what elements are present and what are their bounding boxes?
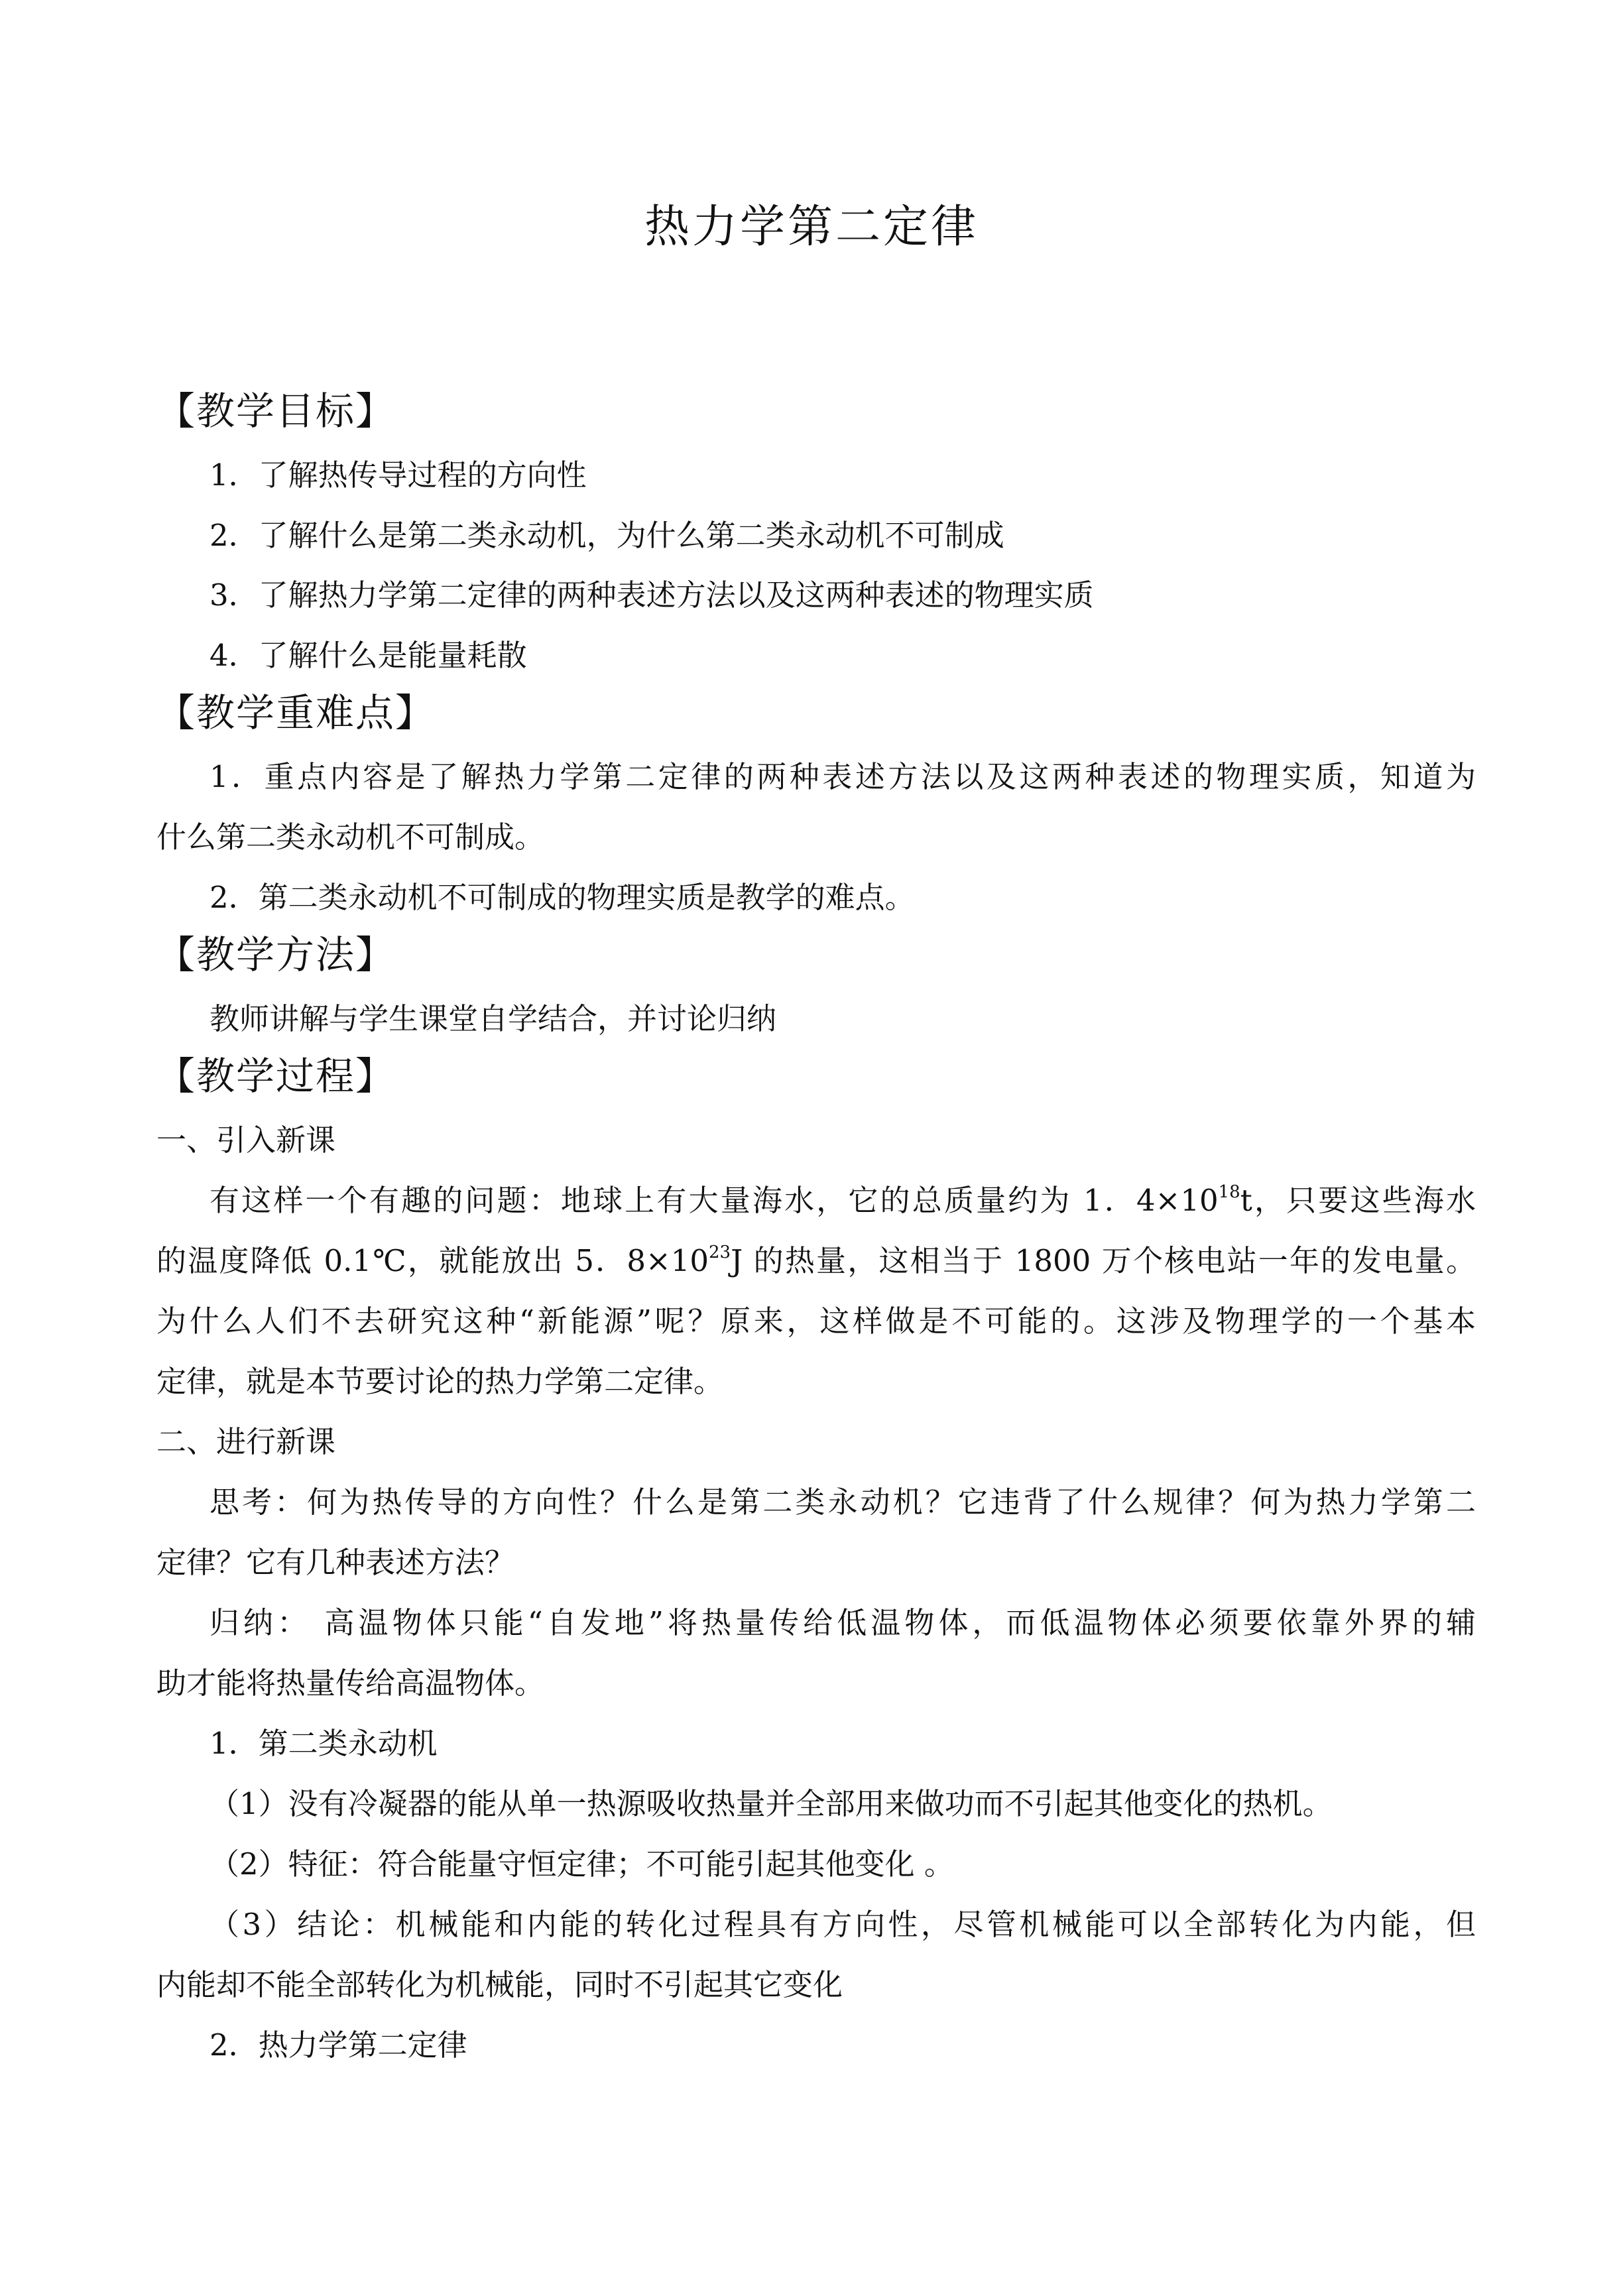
key-point-paragraph-line: 1．重点内容是了解热力学第二定律的两种表述方法以及这两种表述的物理实质，知道为 — [210, 759, 1476, 794]
key-point-paragraph-line: 什么第二类永动机不可制成。 — [156, 819, 545, 855]
objective-item: 2．了解什么是第二类永动机，为什么第二类永动机不可制成 — [210, 518, 1004, 553]
part-heading-intro: 一、引入新课 — [156, 1122, 336, 1158]
section-heading-objectives: 【教学目标】 — [156, 389, 396, 434]
exponent: 23 — [708, 1242, 731, 1262]
part-heading-new-lesson: 二、进行新课 — [156, 1424, 336, 1459]
exponent: 18 — [1218, 1182, 1240, 1202]
think-paragraph-line: 定律？它有几种表述方法？ — [156, 1545, 515, 1580]
section-heading-key-points: 【教学重难点】 — [156, 690, 436, 735]
summary-paragraph-line: 归纳： 高温物体只能“自发地”将热量传给低温物体，而低温物体必须要依靠外界的辅 — [210, 1605, 1476, 1640]
objective-item: 4．了解什么是能量耗散 — [210, 638, 527, 673]
intro-paragraph-line: 定律，就是本节要讨论的热力学第二定律。 — [156, 1364, 724, 1399]
subsection-item: （2）特征：符合能量守恒定律；不可能引起其他变化 。 — [210, 1846, 954, 1882]
objective-item: 3．了解热力学第二定律的两种表述方法以及这两种表述的物理实质 — [210, 577, 1094, 613]
subsection-item-line: （3）结论：机械能和内能的转化过程具有方向性，尽管机械能可以全部转化为内能，但 — [210, 1907, 1476, 1942]
section-heading-methods: 【教学方法】 — [156, 932, 396, 977]
document-title: 热力学第二定律 — [644, 201, 979, 253]
intro-paragraph-line: 为什么人们不去研究这种“新能源”呢？原来，这样做是不可能的。这涉及物理学的一个基本 — [156, 1303, 1476, 1339]
intro-paragraph-line: 的温度降低 0.1℃，就能放出 5．$8\times 10^{23}J$ 的热量，这相当于 1800 万个核电站一年的发电量。 — [156, 1242, 1476, 1278]
section-heading-process: 【教学过程】 — [156, 1054, 396, 1099]
subsection-heading: 2．热力学第二定律 — [210, 2027, 467, 2063]
subsection-item-line: 内能却不能全部转化为机械能，同时不引起其它变化 — [156, 1967, 843, 2002]
subsection-heading: 1．第二类永动机 — [210, 1726, 438, 1761]
objective-item: 1．了解热传导过程的方向性 — [210, 457, 587, 493]
intro-paragraph-line: 有这样一个有趣的问题：地球上有大量海水，它的总质量约为 1．$4\times 10^{18}t$，只要这些海水 — [210, 1182, 1476, 1218]
subsection-item: （1）没有冷凝器的能从单一热源吸收热量并全部用来做功而不引起其他变化的热机。 — [210, 1786, 1333, 1821]
summary-paragraph-line: 助才能将热量传给高温物体。 — [156, 1665, 545, 1701]
methods-text: 教师讲解与学生课堂自学结合，并讨论归纳 — [210, 1001, 777, 1036]
key-point-paragraph: 2．第二类永动机不可制成的物理实质是教学的难点。 — [210, 880, 915, 915]
think-paragraph-line: 思考：何为热传导的方向性？什么是第二类永动机？它违背了什么规律？何为热力学第二 — [210, 1484, 1476, 1520]
